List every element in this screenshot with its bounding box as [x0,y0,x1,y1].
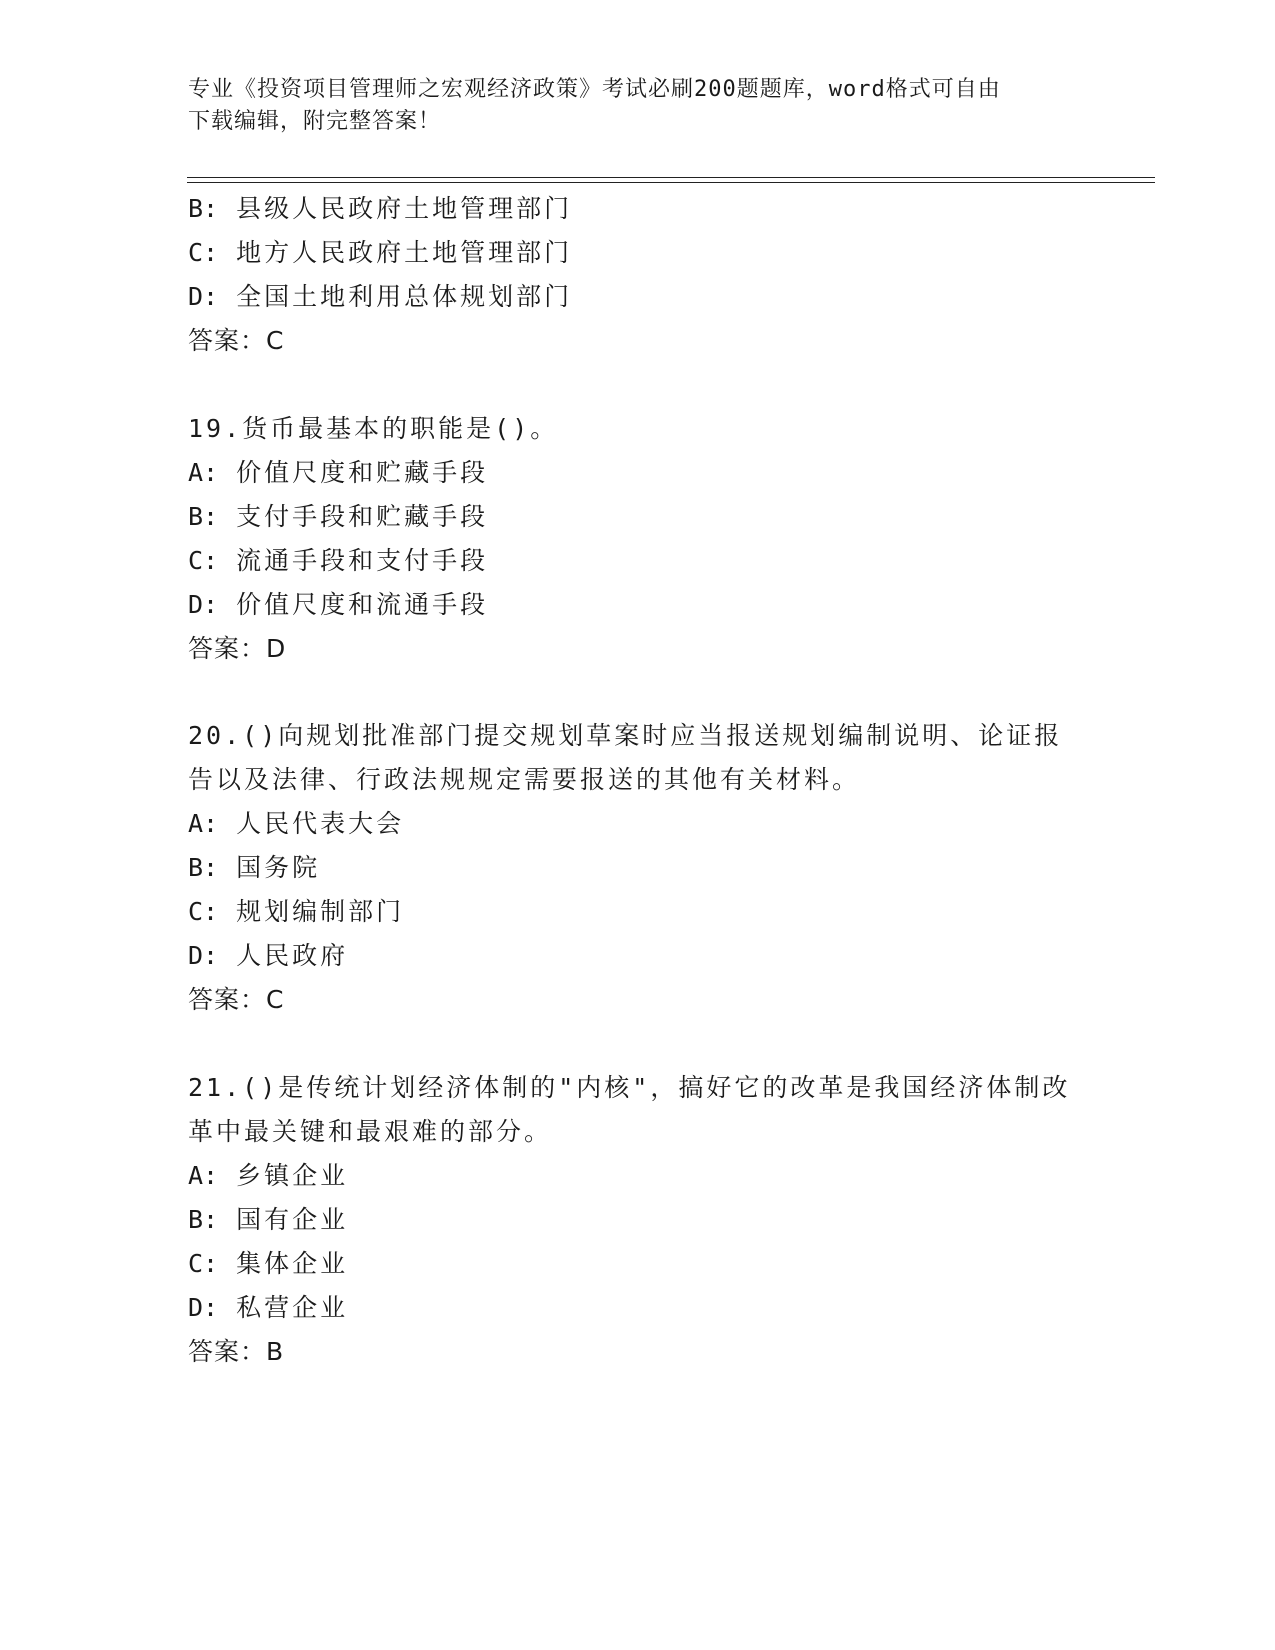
q19-option-b: B: 支付手段和贮藏手段 [188,502,489,531]
q19-stem: 19.货币最基本的职能是()。 [188,414,559,443]
q20-stem-line-2: 告以及法律、行政法规规定需要报送的其他有关材料。 [188,765,861,794]
q18-option-d: D: 全国土地利用总体规划部门 [188,282,573,311]
q19-option-c: C: 流通手段和支付手段 [188,546,489,575]
header-line-1: 专业《投资项目管理师之宏观经济政策》考试必刷200题题库，word格式可自由 [188,77,1001,102]
q20-stem-line-1: 20.()向规划批准部门提交规划草案时应当报送规划编制说明、论证报 [188,721,1063,750]
document-header [188,74,1088,138]
q20-option-d: D: 人民政府 [188,941,349,970]
q21-option-d: D: 私营企业 [188,1293,349,1322]
q21-stem-line-1: 21.()是传统计划经济体制的"内核"，搞好它的改革是我国经济体制改 [188,1073,1071,1102]
header-divider-bottom [187,182,1155,183]
q20-option-c: C: 规划编制部门 [188,897,405,926]
q21-answer: 答案：B [188,1337,285,1366]
q21-option-b: B: 国有企业 [188,1205,349,1234]
q18-option-c: C: 地方人民政府土地管理部门 [188,238,573,267]
header-divider-top [187,177,1155,178]
header-line-2: 下载编辑，附完整答案！ [188,109,442,134]
q20-option-a: A: 人民代表大会 [188,809,405,838]
q18-answer: 答案：C [188,326,285,355]
q18-option-b: B: 县级人民政府土地管理部门 [188,194,573,223]
q19-answer: 答案：D [188,634,287,663]
q19-option-d: D: 价值尺度和流通手段 [188,590,489,619]
q20-option-b: B: 国务院 [188,853,321,882]
q21-option-a: A: 乡镇企业 [188,1161,349,1190]
q21-option-c: C: 集体企业 [188,1249,349,1278]
q20-answer: 答案：C [188,985,285,1014]
q21-stem-line-2: 革中最关键和最艰难的部分。 [188,1117,553,1146]
q19-option-a: A: 价值尺度和贮藏手段 [188,458,489,487]
